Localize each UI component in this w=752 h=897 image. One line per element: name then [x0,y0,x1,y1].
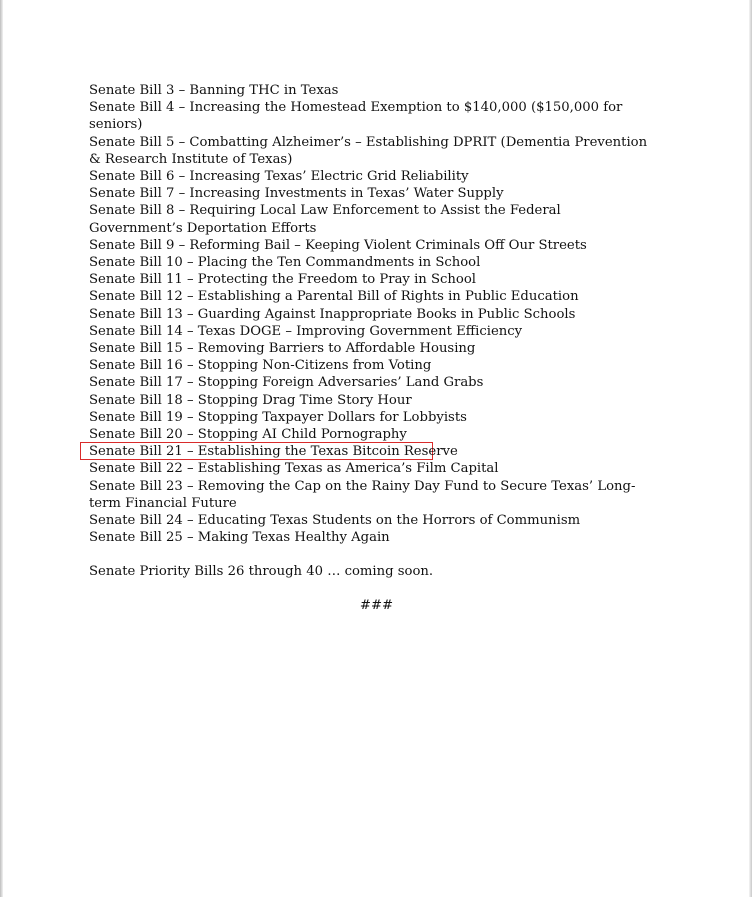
bill-item-sb3: Senate Bill 3 – Banning THC in Texas [89,83,339,98]
end-mark: ### [359,597,394,613]
bill-item-sb8: Senate Bill 8 – Requiring Local Law Enforcement to Assist the Federal Government’s Deportation Efforts [89,203,561,236]
bill-item-sb4: Senate Bill 4 – Increasing the Homestead Exemption to $140,000 ($150,000 for seniors) [89,100,623,133]
footer-note: Senate Priority Bills 26 through 40 … coming soon. [89,564,434,580]
bill-item-sb17: Senate Bill 17 – Stopping Foreign Adversaries’ Land Grabs [89,375,484,391]
bill-item-sb24: Senate Bill 24 – Educating Texas Students on the Horrors of Communism [89,513,581,529]
bill-item-sb18: Senate Bill 18 – Stopping Drag Time Story Hour [89,392,412,408]
bill-item-sb6: Senate Bill 6 – Increasing Texas’ Electric Grid Reliability [89,169,469,185]
bill-item-sb12: Senate Bill 12 – Establishing a Parental Bill of Rights in Public Education [89,289,579,305]
bill-item-sb20: Senate Bill 20 – Stopping AI Child Pornography [89,427,407,443]
bill-item-sb16: Senate Bill 16 – Stopping Non-Citizens from Voting [89,358,432,374]
bill-item-sb25: Senate Bill 25 – Making Texas Healthy Again [89,530,390,546]
bill-item-sb19: Senate Bill 19 – Stopping Taxpayer Dollars for Lobbyists [89,409,467,425]
bill-item-sb11: Senate Bill 11 – Protecting the Freedom to Pray in School [89,272,476,288]
page-edge-left [0,0,3,897]
bill-item-sb15: Senate Bill 15 – Removing Barriers to Affordable Housing [89,341,476,357]
bill-item-sb21-highlighted: Senate Bill 21 – Establishing the Texas Bitcoin Reserve [89,443,649,460]
bill-item-sb23: Senate Bill 23 – Removing the Cap on the Rainy Day Fund to Secure Texas’ Long-term Financial Future [89,478,636,511]
bill-item-sb10: Senate Bill 10 – Placing the Ten Commandments in School [89,255,481,271]
bill-item-sb5: Senate Bill 5 – Combatting Alzheimer’s – Establishing DPRIT (Dementia Prevention & Research Institute of Texas) [89,134,648,167]
bill-item-sb9: Senate Bill 9 – Reforming Bail – Keeping Violent Criminals Off Our Streets [89,237,587,253]
bill-item-sb14: Senate Bill 14 – Texas DOGE – Improving Government Efficiency [89,323,523,339]
bill-item-sb13: Senate Bill 13 – Guarding Against Inappropriate Books in Public Schools [89,306,576,322]
bill-list [89,82,649,546]
document-body [89,82,649,614]
bill-item-sb22: Senate Bill 22 – Establishing Texas as America’s Film Capital [89,461,499,477]
bill-item-sb7: Senate Bill 7 – Increasing Investments in Texas’ Water Supply [89,186,504,202]
